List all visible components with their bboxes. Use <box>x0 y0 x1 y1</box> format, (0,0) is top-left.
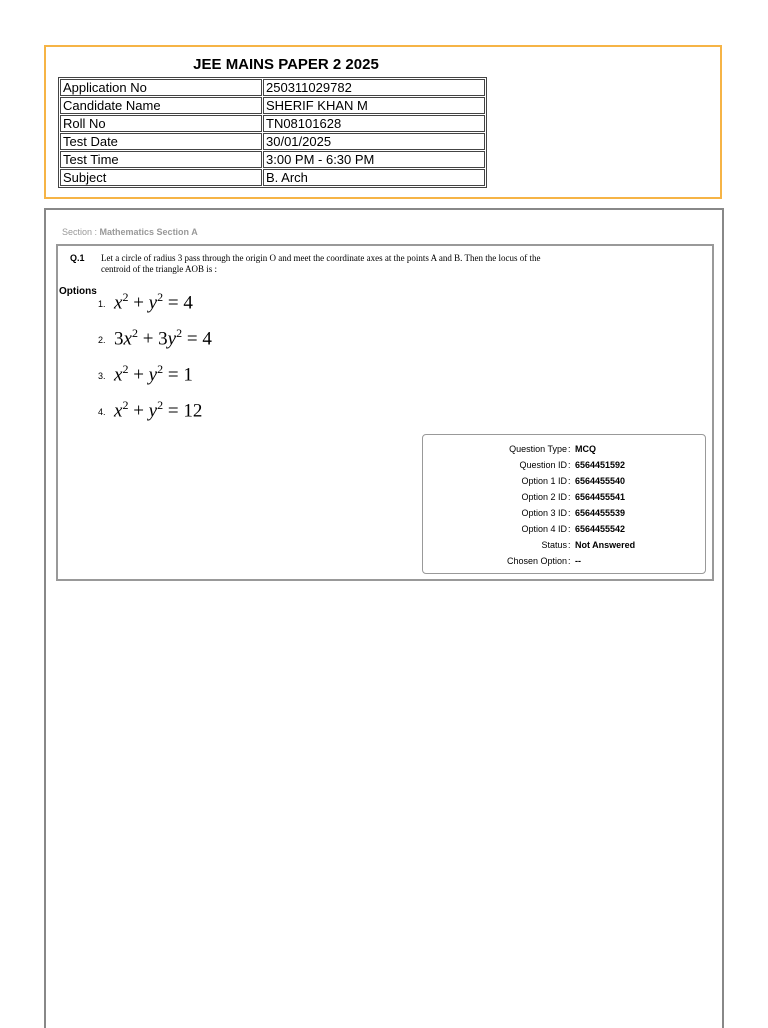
meta-value: 6564455541 <box>575 492 626 502</box>
table-row <box>60 133 485 150</box>
question-number: Q.1 <box>70 253 85 263</box>
info-value: TN08101628 <box>263 115 485 132</box>
meta-label: Status <box>541 540 567 550</box>
meta-label: Option 4 ID <box>521 524 567 534</box>
candidate-info-table <box>58 77 487 188</box>
table-row <box>60 79 485 96</box>
meta-value: Not Answered <box>575 540 636 550</box>
info-value: B. Arch <box>263 169 485 186</box>
meta-row: Question Type : MCQ <box>509 444 596 454</box>
meta-value: -- <box>575 556 581 566</box>
option-equation: $x^2 + y^2 = 1$ <box>114 362 193 386</box>
meta-label: Question ID <box>519 460 567 470</box>
table-row <box>60 169 485 186</box>
info-label: Subject <box>60 169 262 186</box>
table-row <box>60 97 485 114</box>
question-panel <box>56 244 714 581</box>
meta-label: Option 2 ID <box>521 492 567 502</box>
section-panel <box>44 208 724 1028</box>
section-label <box>62 227 198 237</box>
candidate-info-panel <box>44 45 722 199</box>
meta-row: Status : Not Answered <box>541 540 636 550</box>
info-label: Test Time <box>60 151 262 168</box>
option-number: 1. <box>98 299 106 309</box>
meta-row: Question ID : 6564451592 <box>519 460 626 470</box>
meta-label: Question Type <box>509 444 567 454</box>
info-value: 30/01/2025 <box>263 133 485 150</box>
info-label: Test Date <box>60 133 262 150</box>
paper-title: JEE MAINS PAPER 2 2025 <box>193 56 379 73</box>
section-name: Mathematics Section A <box>99 227 198 237</box>
option-number: 2. <box>98 335 106 345</box>
option-number: 3. <box>98 371 106 381</box>
table-row <box>60 115 485 132</box>
info-value: SHERIF KHAN M <box>263 97 485 114</box>
meta-row: Chosen Option : -- <box>506 556 581 566</box>
info-value: 250311029782 <box>263 79 485 96</box>
question-meta-panel <box>422 434 706 574</box>
table-row <box>60 151 485 168</box>
option-number: 4. <box>98 407 106 417</box>
question-text: Let a circle of radius 3 pass through the origin O and meet the coordinate axes at the points A and B. Then the locus of the centroid of the triangle AOB is : <box>101 253 541 274</box>
info-label: Candidate Name <box>60 97 262 114</box>
meta-row: Option 2 ID : 6564455541 <box>521 492 626 502</box>
meta-label: Option 1 ID <box>521 476 567 486</box>
meta-value: 6564455539 <box>575 508 626 518</box>
options-label: Options <box>59 286 97 297</box>
meta-value: 6564455540 <box>575 476 626 486</box>
meta-row: Option 3 ID : 6564455539 <box>521 508 626 518</box>
option-equation: $x^2 + y^2 = 4$ <box>114 290 193 314</box>
section-prefix: Section : <box>62 227 100 237</box>
meta-value: 6564451592 <box>575 460 626 470</box>
option-equation: $x^2 + y^2 = 12$ <box>114 398 203 422</box>
info-value: 3:00 PM - 6:30 PM <box>263 151 485 168</box>
meta-row: Option 1 ID : 6564455540 <box>521 476 626 486</box>
info-label: Application No <box>60 79 262 96</box>
meta-label: Chosen Option <box>506 556 567 566</box>
meta-value: 6564455542 <box>575 524 626 534</box>
meta-row: Option 4 ID : 6564455542 <box>521 524 626 534</box>
option-equation: $3x^2 + 3y^2 = 4$ <box>114 326 212 350</box>
info-label: Roll No <box>60 115 262 132</box>
meta-label: Option 3 ID <box>521 508 567 518</box>
meta-value: MCQ <box>575 444 596 454</box>
